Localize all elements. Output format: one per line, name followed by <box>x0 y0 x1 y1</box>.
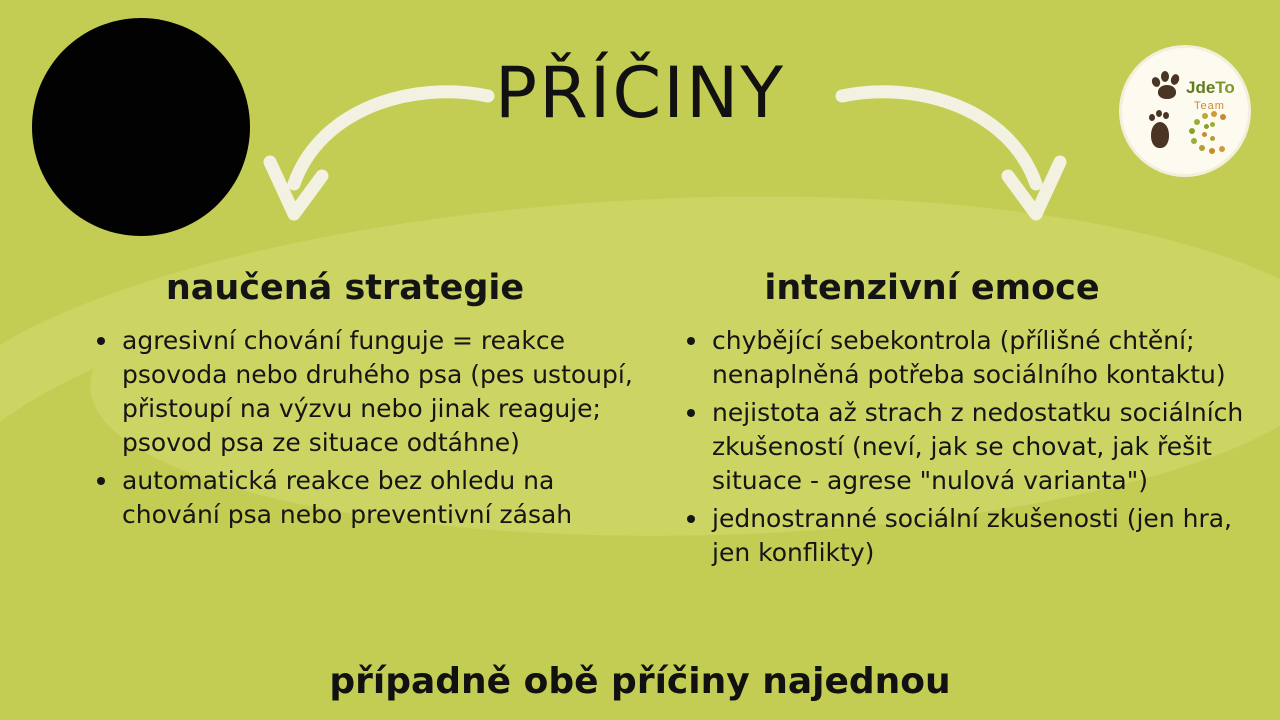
list-item: chybějící sebekontrola (přílišné chtění; nenaplněná potřeba sociálního kontaktu) <box>712 324 1252 392</box>
logo-name-part2: To <box>1215 78 1235 97</box>
column-heading: intenzivní emoce <box>764 268 1100 308</box>
slide-footer-text: případně obě příčiny najednou <box>329 661 951 702</box>
list-item: agresivní chování funguje = reakce psovoda nebo druhého psa (pes ustoupí, přistoupí na výzvu nebo jinak reaguje; psovod psa ze situace odtáhne) <box>122 324 660 460</box>
column-intense-emotions <box>672 268 1252 574</box>
logo-name-part1: Jde <box>1186 78 1216 97</box>
list-item: nejistota až strach z nedostatku sociálních zkušeností (neví, jak se chovat, jak řešit situace - agrese "nulová varianta") <box>712 396 1252 498</box>
logo-subtitle: Team <box>1194 100 1225 112</box>
column-learned-strategy <box>60 268 660 536</box>
bullet-list <box>60 324 660 532</box>
page-title: PŘÍČINY <box>494 52 786 134</box>
bullet-list <box>672 324 1252 570</box>
column-heading: naučená strategie <box>165 268 525 308</box>
list-item: jednostranné sociální zkušenosti (jen hra, jen konflikty) <box>712 502 1252 570</box>
list-item: automatická reakce bez ohledu na chování psa nebo preventivní zásah <box>122 464 660 532</box>
